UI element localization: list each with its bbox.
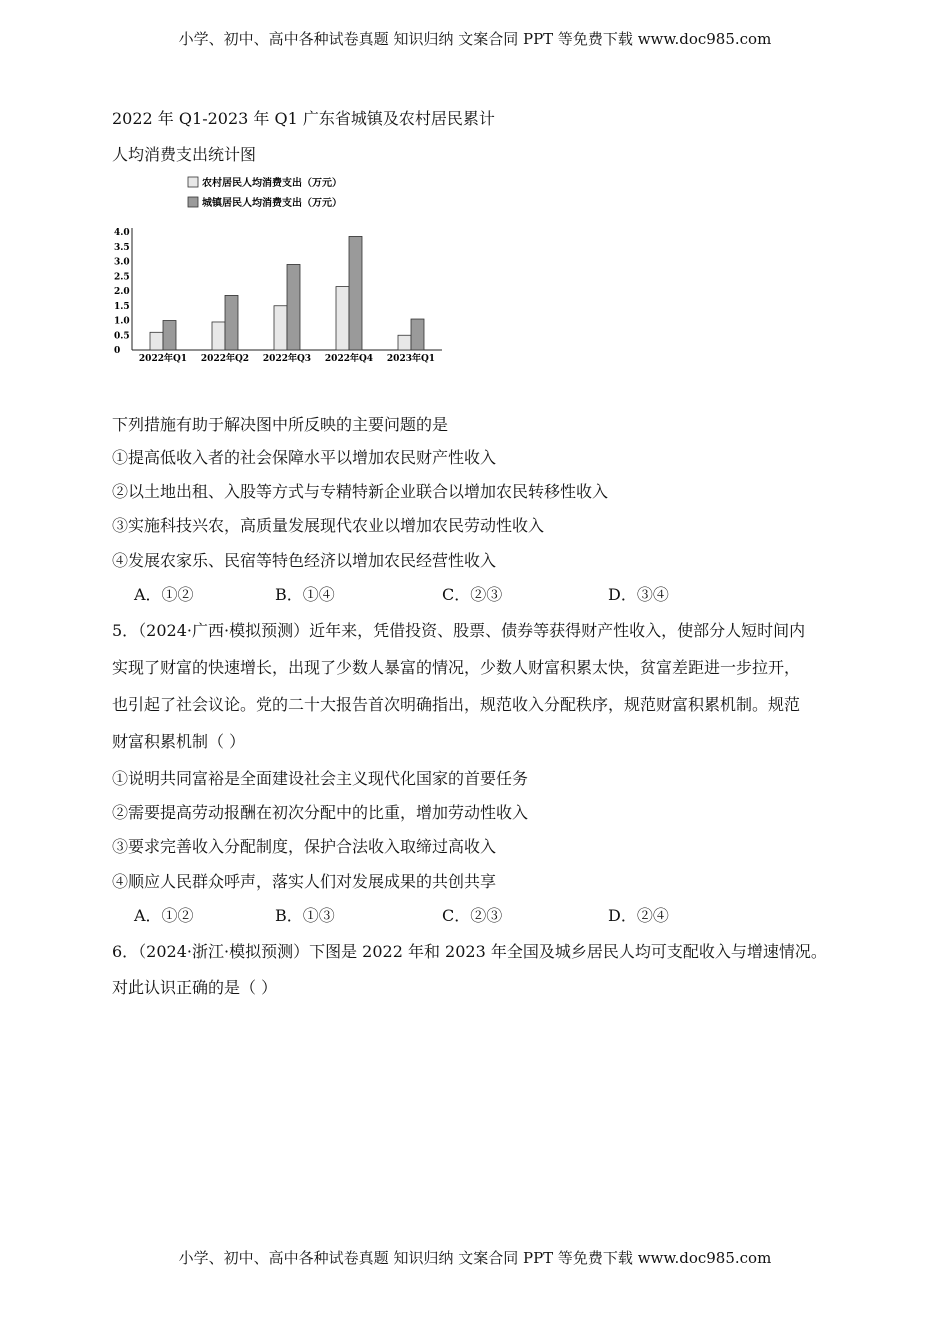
q5-option-d[interactable]: D．②④ bbox=[608, 906, 669, 925]
bar-chart bbox=[110, 170, 450, 370]
y-tick-label: 3.0 bbox=[114, 257, 130, 268]
bar-rural bbox=[150, 332, 163, 350]
q4-item-1: ①提高低收入者的社会保障水平以增加农民财产性收入 bbox=[112, 448, 497, 467]
y-tick-label: 2.0 bbox=[114, 287, 130, 297]
bar-rural bbox=[398, 335, 411, 350]
q4-option-c[interactable]: C．②③ bbox=[442, 585, 503, 604]
q4-item-4: ④发展农家乐、民宿等特色经济以增加农民经营性收入 bbox=[112, 551, 497, 570]
x-tick-label: 2022年Q1 bbox=[138, 354, 188, 364]
bar-rural bbox=[274, 306, 287, 350]
chart-title-line-2: 人均消费支出统计图 bbox=[112, 145, 257, 164]
y-tick-label: 1.0 bbox=[114, 316, 130, 327]
q5-stem-line-1: 5．（2024·广西·模拟预测）近年来，凭借投资、股票、债券等获得财产性收入，使部分人短时间内 bbox=[112, 621, 806, 640]
bar-urban bbox=[225, 295, 238, 350]
bar-rural bbox=[336, 287, 349, 350]
y-tick-label: 1.5 bbox=[114, 301, 130, 312]
q4-stem: 下列措施有助于解决图中所反映的主要问题的是 bbox=[112, 415, 449, 434]
x-tick-label: 2022年Q2 bbox=[200, 354, 250, 364]
legend-swatch-rural bbox=[188, 177, 198, 187]
q5-item-3: ③要求完善收入分配制度，保护合法收入取缔过高收入 bbox=[112, 837, 497, 856]
legend-label-rural: 农村居民人均消费支出（万元） bbox=[202, 178, 342, 189]
bar-urban bbox=[349, 236, 362, 350]
q4-option-b[interactable]: B．①④ bbox=[275, 585, 335, 604]
q4-item-2: ②以土地出租、入股等方式与专精特新企业联合以增加农民转移性收入 bbox=[112, 482, 609, 501]
q5-item-2: ②需要提高劳动报酬在初次分配中的比重，增加劳动性收入 bbox=[112, 803, 529, 822]
q5-stem-line-2: 实现了财富的快速增长，出现了少数人暴富的情况，少数人财富积累太快，贫富差距进一步拉开， bbox=[112, 658, 801, 677]
y-tick-label: 3.5 bbox=[114, 242, 130, 253]
bar-urban bbox=[287, 264, 300, 350]
q6-stem-line-2: 对此认识正确的是（ ） bbox=[112, 978, 278, 997]
q5-option-a[interactable]: A．①② bbox=[134, 906, 194, 925]
q5-item-4: ④顺应人民群众呼声，落实人们对发展成果的共创共享 bbox=[112, 872, 497, 891]
bar-urban bbox=[411, 319, 424, 350]
y-tick-label: 0 bbox=[114, 346, 121, 356]
y-tick-label: 2.5 bbox=[114, 272, 130, 283]
q5-stem-line-3: 也引起了社会议论。党的二十大报告首次明确指出，规范收入分配秩序，规范财富积累机制。规范 bbox=[112, 695, 801, 714]
q4-item-3: ③实施科技兴农，高质量发展现代农业以增加农民劳动性收入 bbox=[112, 516, 545, 535]
x-tick-label: 2023年Q1 bbox=[386, 354, 436, 364]
q5-option-c[interactable]: C．②③ bbox=[442, 906, 503, 925]
bar-urban bbox=[163, 321, 176, 351]
legend-label-urban: 城镇居民人均消费支出（万元） bbox=[202, 198, 342, 209]
q5-stem-line-4: 财富积累机制（ ） bbox=[112, 732, 246, 751]
x-tick-label: 2022年Q3 bbox=[262, 354, 312, 364]
q5-option-b[interactable]: B．①③ bbox=[275, 906, 335, 925]
page-footer: 小学、初中、高中各种试卷真题 知识归纳 文案合同 PPT 等免费下载 www.doc985.com bbox=[178, 1249, 772, 1267]
chart-title-line-1: 2022 年 Q1-2023 年 Q1 广东省城镇及农村居民累计 bbox=[112, 109, 495, 128]
q4-option-a[interactable]: A．①② bbox=[134, 585, 194, 604]
q6-stem-line-1: 6．（2024·浙江·模拟预测）下图是 2022 年和 2023 年全国及城乡居民人均可支配收入与增速情况。 bbox=[112, 942, 827, 961]
legend-swatch-urban bbox=[188, 197, 198, 207]
q5-item-1: ①说明共同富裕是全面建设社会主义现代化国家的首要任务 bbox=[112, 769, 529, 788]
y-tick-label: 0.5 bbox=[114, 331, 130, 342]
x-tick-label: 2022年Q4 bbox=[324, 354, 374, 364]
bar-rural bbox=[212, 322, 225, 350]
q4-option-d[interactable]: D．③④ bbox=[608, 585, 669, 604]
y-tick-label: 4.0 bbox=[114, 228, 130, 238]
page-header: 小学、初中、高中各种试卷真题 知识归纳 文案合同 PPT 等免费下载 www.doc985.com bbox=[178, 30, 772, 48]
